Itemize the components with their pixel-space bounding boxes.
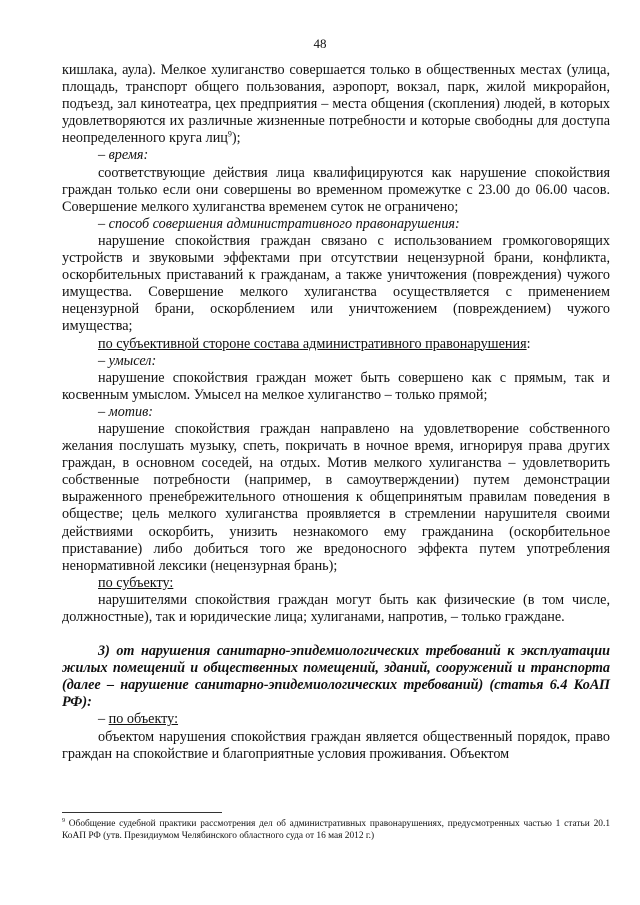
section-heading-sanitary: 3) от нарушения санитарно-эпидемиологических требований к эксплуатации жилых помещений и общественных помещений, зданий, сооружений и транспорта (далее – нарушение санитарно-эпидемиологических требований) (статья 6.4 КоАП РФ): (62, 643, 610, 711)
paragraph-motive: нарушение спокойствия граждан направлено на удовлетворение собственного желания послушать музыку, спеть, покричать в ночное время, игнорируя права других граждан, в основном соседей, на отдых. Мотив мелкого хулиганства – удовлетворить собственные потребности (например, в самоутверждении) путем демонстрации выраженного пренебрежительного отношения к общепринятым правилам поведения в обществе; цель мелкого хулиганства проявляется в стремлении нарушителя своими действиями оскорбить, унизить незнакомого ему гражданина (оскорбительное приставание) либо добиться того же вредоносного эффекта путем употребления ненормативной лексики (нецензурная брань); (62, 420, 610, 574)
section-gap (62, 626, 610, 643)
heading-subjective-side: по субъективной стороне состава административного правонарушения: (98, 335, 531, 352)
footnote-marker: 9 (62, 817, 65, 824)
footnote-text: Обобщение судебной практики рассмотрения дел об административных правонарушениях, предусмотренных частью 1 статьи 20.1 КоАП РФ (утв. Президиумом Челябинского областного суда от 16 мая 2012 г.) (62, 819, 611, 841)
paragraph-intent: нарушение спокойствия граждан может быть совершено как с прямым, так и косвенным умыслом. Умысел на мелкое хулиганство – только прямой; (62, 369, 610, 403)
paragraph-object: объектом нарушения спокойствия граждан является общественный порядок, право граждан на спокойствие и благоприятные условия проживания. Объектом (62, 728, 610, 762)
heading-method: – способ совершения административного правонарушения: (98, 215, 460, 232)
heading-time: – время: (98, 147, 149, 164)
paragraph-time: соответствующие действия лица квалифицируются как нарушение спокойствия граждан только если они совершены во временном промежутке с 23.00 до 06.00 часов. Совершение мелкого хулиганства временем суток не ограничено; (62, 164, 610, 215)
page-number: 48 (313, 36, 327, 51)
heading-intent: – умысел: (98, 352, 157, 369)
paragraph-public-places: кишлака, аула). Мелкое хулиганство совершается только в общественных местах (улица, площадь, транспорт общего пользования, аэропорт, вокзал, парк, жилой микрорайон, подъезд, зал кинотеатра, цех предприятия – места общения (скопления) людей, в которых удовлетворяются их различные жизненные потребности и которые свободны для доступа неопределенного круга лиц$^9$); (62, 62, 610, 147)
heading-subject: по субъекту: (98, 574, 174, 591)
heading-motive: – мотив: (98, 403, 154, 420)
footnote-separator (62, 812, 222, 813)
body-text (62, 62, 610, 763)
paragraph-method: нарушение спокойствия граждан связано с использованием громкоговорящих устройств и звуковыми эффектами при отсутствии нецензурной брани, конфликта, оскорбительных приставаний к гражданам, а также уничтожения (повреждения) чужого имущества. Совершение мелкого хулиганства осуществляется с применением нецензурной брани, оскорблением или уничтожением (повреждением) чужого имущества; (62, 232, 610, 335)
footnote (62, 818, 610, 842)
footnote-ref[interactable]: 9 (227, 129, 232, 139)
heading-object: – по объекту: (98, 711, 179, 728)
paragraph-subject: нарушителями спокойствия граждан могут быть как физические (в том числе, должностные), так и юридические лица; хулиганами, напротив, – только граждане. (62, 591, 610, 625)
